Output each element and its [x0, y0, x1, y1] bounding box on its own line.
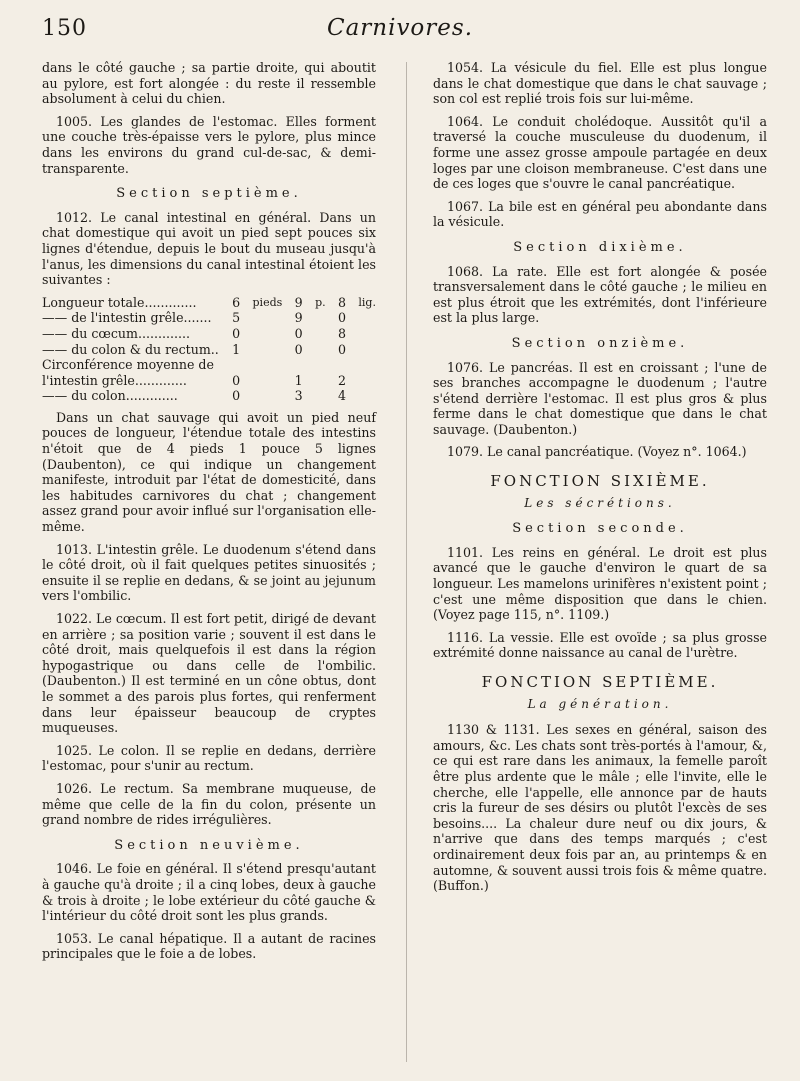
value-pieds: 6 [232, 294, 241, 310]
column-divider [406, 62, 407, 1062]
paragraph-1022: 1022. Le cœcum. Il est fort petit, dirigé de devant en arrière ; sa position varie ; souvent il est dans le côté droit, mais quelquefois il est dans la région hypogastrique ou dans celle de l'ombilic. (Daubenton.) Il est terminé en un cône obtus, dont le sommet a des parois plus fortes, qui renferment dans leur épaisseur beaucoup de cryptes muqueuses. [42, 611, 376, 736]
table-row [42, 310, 376, 326]
unit-pieds [253, 388, 283, 404]
row-label: Longueur totale............. [42, 294, 197, 310]
unit-pieds [253, 326, 283, 342]
unit-pouces [315, 326, 326, 342]
value-pouces: 0 [294, 325, 303, 341]
value-lignes: 8 [337, 294, 346, 310]
row-label: l'intestin grêle............. [42, 372, 187, 388]
paragraph-1068: 1068. La rate. Elle est fort alongée & posée transversalement dans le côté gauche ; le milieu en est plus étroit que les extrémités, dont l'inférieure est la plus large. [433, 263, 767, 326]
table-row [42, 342, 376, 358]
unit-lignes [358, 310, 376, 326]
row-label: —— du colon & du rectum.. [42, 341, 219, 357]
value-pieds: 0 [232, 372, 241, 388]
unit-pieds [253, 357, 283, 373]
unit-lignes [358, 388, 376, 404]
left-column [42, 60, 376, 969]
value-lignes: 2 [337, 372, 346, 388]
section-heading: Section dixième. [513, 239, 687, 255]
unit-pieds [253, 310, 283, 326]
value-pouces [282, 357, 315, 373]
unit-pieds [253, 342, 283, 358]
page-header [42, 10, 758, 48]
table-row [42, 388, 376, 404]
table-row [42, 326, 376, 342]
unit-pouces [315, 310, 326, 326]
function-heading: FONCTION SEPTIÈME. [481, 673, 719, 691]
row-label: —— du cœcum............. [42, 325, 191, 341]
value-pouces: 0 [294, 341, 303, 357]
table-row [42, 357, 376, 373]
unit-lignes [358, 373, 376, 389]
section-heading: Section septième. [116, 186, 302, 202]
paragraph-sauvage: Dans un chat sauvage qui avoit un pied neuf pouces de longueur, l'étendue totale des intestins n'étoit que de 4 pieds 1 pouce 5 lignes (Daubenton), ce qui indique un changement manifeste, introduit par l'état de domesticité, dans les habitudes carnivores du chat ; changement assez grand pour avoir influé sur l'organisation elle-même. [42, 409, 376, 535]
paragraph-1012: 1012. Le canal intestinal en général. Dans un chat domestique qui avoit un pied sept pouces six lignes d'étendue, depuis le bout du museau jusqu'à l'anus, les dimensions du canal intestinal étoient les suivantes : [42, 209, 376, 288]
right-column [433, 60, 767, 901]
unit-pouces: p. [315, 295, 326, 309]
row-label: —— du colon............. [42, 388, 178, 404]
paragraph-1130: 1130 & 1131. Les sexes en général, saison des amours, &c. Les chats sont très-portés à l'amour, &, ce qui est rare dans les animaux, la femelle paroît être plus ardente que le mâle ; elle l'invite, elle le cherche, elle l'appelle, elle annonce par de hauts cris la fureur de ses désirs ou plutôt l'excès de ses besoins.... La chaleur dure neuf ou dix jours, & n'arrive que dans des temps marqués ; c'est ordinairement deux fois par an, au printemps & en automne, & souvent aussi trois fois & même quatre. (Buffon.) [433, 722, 767, 894]
value-pieds: 0 [232, 325, 241, 341]
unit-lignes: lig. [358, 295, 376, 309]
unit-pieds [253, 373, 283, 389]
page-number: 150 [42, 16, 87, 41]
function-subheading: La génération. [527, 696, 673, 711]
unit-lignes [358, 342, 376, 358]
value-pieds: 0 [232, 388, 241, 404]
value-pouces: 9 [294, 310, 303, 326]
section-heading: Section onzième. [511, 335, 689, 351]
paragraph-1079: 1079. Le canal pancréatique. (Voyez n°. 1064.) [447, 444, 747, 460]
unit-pouces [315, 357, 326, 373]
paragraph-1046: 1046. Le foie en général. Il s'étend presqu'autant à gauche qu'à droite ; il a cinq lobes, deux à gauche & trois à droite ; le lobe extérieur du côté gauche & l'intérieur du côté droit sont les plus grands. [42, 861, 376, 924]
value-pouces: 9 [294, 294, 303, 310]
measurement-table [42, 295, 376, 404]
value-lignes: 4 [337, 388, 346, 404]
paragraph-1053: 1053. Le canal hépatique. Il a autant de racines principales que le foie a de lobes. [42, 930, 376, 962]
value-lignes [326, 357, 359, 373]
value-pieds: 1 [232, 341, 241, 357]
paragraph-1101: 1101. Les reins en général. Le droit est plus avancé que le gauche d'environ le quart de sa longueur. Les mamelons urinifères n'existent point ; c'est une même disposition que dans le chien. (Voyez page 115, n°. 1109.) [433, 544, 767, 623]
function-heading: FONCTION SIXIÈME. [490, 472, 710, 491]
table-row [42, 373, 376, 389]
row-label: —— de l'intestin grêle....... [42, 310, 212, 326]
paragraph-1116: 1116. La vessie. Elle est ovoïde ; sa plus grosse extrémité donne naissance au canal de l'urètre. [433, 629, 767, 661]
running-title: Carnivores. [326, 15, 474, 41]
value-lignes: 0 [337, 341, 346, 357]
paragraph-1054: 1054. La vésicule du fiel. Elle est plus longue dans le chat domestique que dans le chat sauvage ; son col est replié trois fois sur lui-même. [433, 60, 767, 107]
unit-lignes [358, 326, 376, 342]
section-heading: Section seconde. [512, 521, 688, 537]
paragraph-1067: 1067. La bile est en général peu abondante dans la vésicule. [433, 198, 767, 230]
unit-pouces [315, 388, 326, 404]
unit-lignes [358, 357, 376, 373]
paragraph-1064: 1064. Le conduit cholédoque. Aussitôt qu'il a traversé la couche musculeuse du duodenum, il forme une assez grosse ampoule partagée en deux loges par une cloison membraneuse. C'est dans une de ces loges que s'ouvre le canal pancréatique. [433, 113, 767, 192]
table-row [42, 295, 376, 311]
unit-pouces [315, 342, 326, 358]
unit-pouces [315, 373, 326, 389]
section-heading: Section neuvième. [114, 837, 304, 853]
unit-pieds: pieds [252, 295, 283, 309]
value-pouces: 3 [294, 388, 303, 404]
paragraph-1026: 1026. Le rectum. Sa membrane muqueuse, de même que celle de la fin du colon, présente un grand nombre de rides irrégulières. [42, 780, 376, 828]
paragraph-1025: 1025. Le colon. Il se replie en dedans, derrière l'estomac, pour s'unir au rectum. [42, 742, 376, 774]
value-lignes: 8 [337, 325, 346, 341]
paragraph-1013: 1013. L'intestin grêle. Le duodenum s'étend dans le côté droit, où il fait quelques petites sinuosités ; ensuite il se replie en dedans, & se joint au jejunum vers l'ombilic. [42, 541, 376, 604]
paragraph-1076: 1076. Le pancréas. Il est en croissant ; l'une de ses branches accompagne le duodenum ; l'autre s'étend derrière l'estomac. Il est plus gros & plus ferme dans le chat domestique que dans le chat sauvage. (Daubenton.) [433, 359, 767, 437]
value-lignes: 0 [337, 310, 346, 326]
function-subheading: Les sécrétions. [524, 495, 676, 510]
row-label: Circonférence moyenne de [42, 357, 214, 373]
paragraph-1005: 1005. Les glandes de l'estomac. Elles forment une couche très-épaisse vers le pylore, plus mince dans les environs du grand cul-de-sac, & demi-transparente. [42, 113, 376, 176]
value-pouces: 1 [294, 372, 303, 388]
value-pieds [220, 357, 253, 373]
paragraph: dans le côté gauche ; sa partie droite, qui aboutit au pylore, est fort alongée : du reste il ressemble absolument à celui du chien. [42, 60, 376, 107]
value-pieds: 5 [232, 310, 241, 326]
